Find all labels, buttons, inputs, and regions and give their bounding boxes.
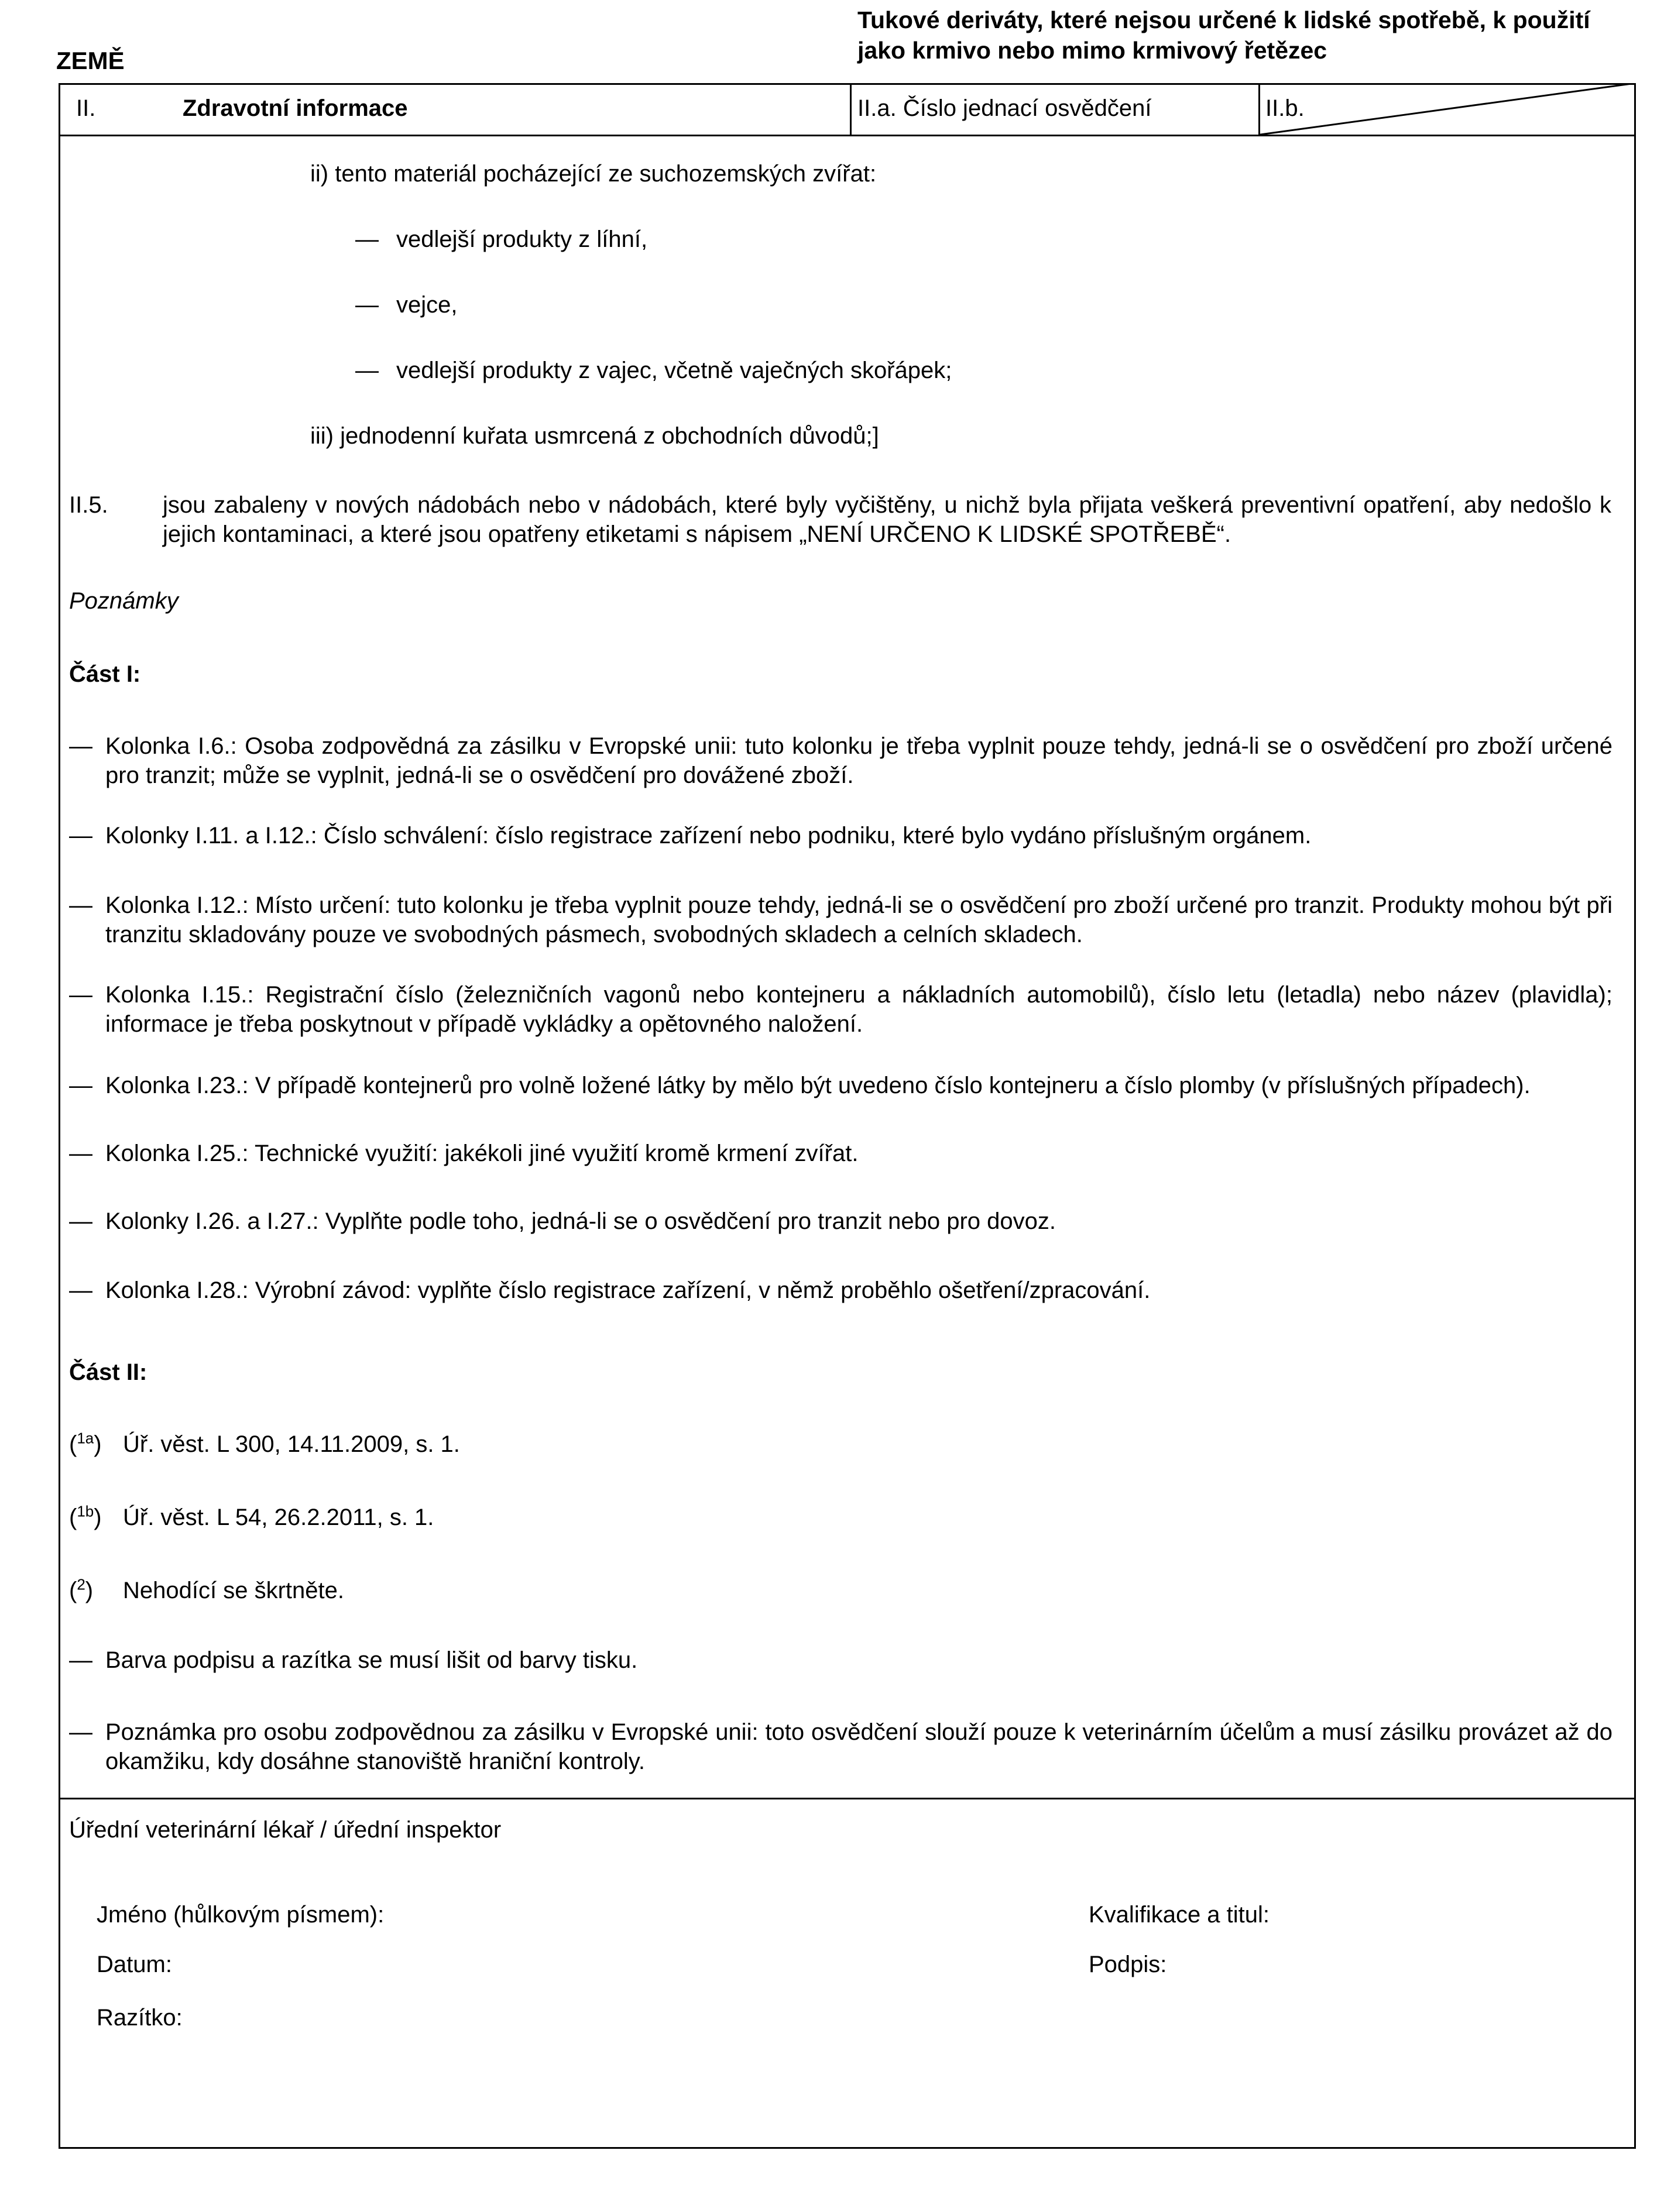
dash-marker: — [69, 1647, 92, 1673]
item-ii-sub-3: vedlejší produkty z vajec, včetně vaječných skořápek; [396, 358, 952, 383]
note-item: Kolonky I.11. a I.12.: Číslo schválení: číslo registrace zařízení nebo podniku, které bylo vydáno příslušným orgánem. [105, 823, 1312, 849]
section-title: Zdravotní informace [183, 95, 408, 121]
dash-marker: — [69, 1073, 92, 1098]
signature-heading: Úřední veterinární lékař / úřední inspektor [69, 1817, 502, 1843]
dash-marker: — [69, 892, 92, 918]
header-divider-1 [850, 83, 852, 135]
dash-marker: — [69, 1141, 92, 1166]
certificate-title: Tukové deriváty, které nejsou určené k lidské spotřebě, k použití jako krmivo nebo mimo krmivový řetězec [857, 6, 1590, 64]
dash-marker: — [355, 226, 379, 252]
footnote-marker: ($^2$) [69, 1575, 94, 1603]
item-ii5-text: jsou zabaleny v nových nádobách nebo v nádobách, které byly vyčištěny, u nichž byla přijata veškerá preventivní opatření, aby nedošlo k jejich kontaminaci, a které jsou opatřeny etiketami s nápisem „NENÍ URČENO K LIDSKÉ SPOTŘEBĚ“. [163, 492, 1611, 547]
iib-diagonal-line [1260, 83, 1636, 135]
dash-marker: — [69, 1208, 92, 1234]
note-item: Kolonka I.28.: Výrobní závod: vyplňte číslo registrace zařízení, v němž proběhlo ošetření/zpracování. [105, 1277, 1151, 1303]
iib-label: II.b. [1265, 95, 1305, 121]
reference-number-label: II.a. Číslo jednací osvědčení [857, 95, 1152, 121]
stamp-label: Razítko: [97, 2005, 183, 2031]
notes-heading: Poznámky [69, 588, 179, 614]
name-label: Jméno (hůlkovým písmem): [97, 1902, 385, 1928]
footnote-text: Nehodící se škrtněte. [123, 1578, 344, 1603]
note-item: Kolonka I.12.: Místo určení: tuto kolonku je třeba vyplnit pouze tehdy, jedná-li se o osvědčení pro zboží určené pro tranzit. Produkty mohou být při tranzitu skladovány pouze ve svobodných pásmech, svobodných skladech a celních skladech. [105, 892, 1612, 947]
note-item: Kolonka I.23.: V případě kontejnerů pro volně ložené látky by mělo být uvedeno číslo kontejneru a číslo plomby (v příslušných případech). [105, 1073, 1531, 1098]
note-item: Kolonka I.25.: Technické využití: jakékoli jiné využití kromě krmení zvířat. [105, 1141, 859, 1166]
note-item: Kolonka I.15.: Registrační číslo (železničních vagonů nebo kontejneru a nákladních automobilů), číslo letu (letadla) nebo název (plavidla); informace je třeba poskytnout v případě vykládky a opětovného naložení. [105, 982, 1612, 1037]
item-iii: iii) jednodenní kuřata usmrcená z obchodních důvodů;] [310, 423, 879, 449]
footnote-marker: ($^{1a}$) [69, 1429, 102, 1457]
dash-marker: — [69, 733, 92, 759]
item-ii-intro: ii) tento materiál pocházející ze suchozemských zvířat: [310, 161, 877, 187]
dash-marker: — [69, 1719, 92, 1745]
footnote-text: Úř. věst. L 300, 14.11.2009, s. 1. [123, 1431, 460, 1457]
part1-heading: Část I: [69, 661, 141, 687]
country-label: ZEMĚ [56, 47, 125, 74]
date-label: Datum: [97, 1952, 172, 1977]
item-ii-sub-2: vejce, [396, 292, 458, 318]
dash-marker: — [355, 292, 379, 318]
item-ii5-number: II.5. [69, 492, 108, 518]
footnote-text: Úř. věst. L 54, 26.2.2011, s. 1. [123, 1505, 434, 1530]
part2-heading: Část II: [69, 1359, 147, 1385]
signature-section-divider [59, 1798, 1636, 1799]
qualification-label: Kvalifikace a titul: [1089, 1902, 1270, 1928]
footnote-marker: ($^{1b}$) [69, 1502, 102, 1530]
note-item: Poznámka pro osobu zodpovědnou za zásilku v Evropské unii: toto osvědčení slouží pouze k veterinárním účelům a musí zásilku provázet až do okamžiku, kdy dosáhne stanoviště hraniční kontroly. [105, 1719, 1612, 1774]
note-item: Kolonka I.6.: Osoba zodpovědná za zásilku v Evropské unii: tuto kolonku je třeba vyplnit pouze tehdy, jedná-li se o osvědčení pro zboží určené pro tranzit; může se vyplnit, jedná-li se o osvědčení pro dovážené zboží. [105, 733, 1612, 788]
note-item: Kolonky I.26. a I.27.: Vyplňte podle toho, jedná-li se o osvědčení pro tranzit nebo pro dovoz. [105, 1208, 1056, 1234]
section-number: II. [76, 95, 96, 121]
dash-marker: — [69, 1277, 92, 1303]
dash-marker: — [69, 823, 92, 849]
item-ii-sub-1: vedlejší produkty z líhní, [396, 226, 648, 252]
dash-marker: — [355, 358, 379, 383]
dash-marker: — [69, 982, 92, 1008]
signature-label: Podpis: [1089, 1952, 1167, 1977]
note-item: Barva podpisu a razítka se musí lišit od barvy tisku. [105, 1647, 638, 1673]
header-row-divider [59, 135, 1636, 136]
